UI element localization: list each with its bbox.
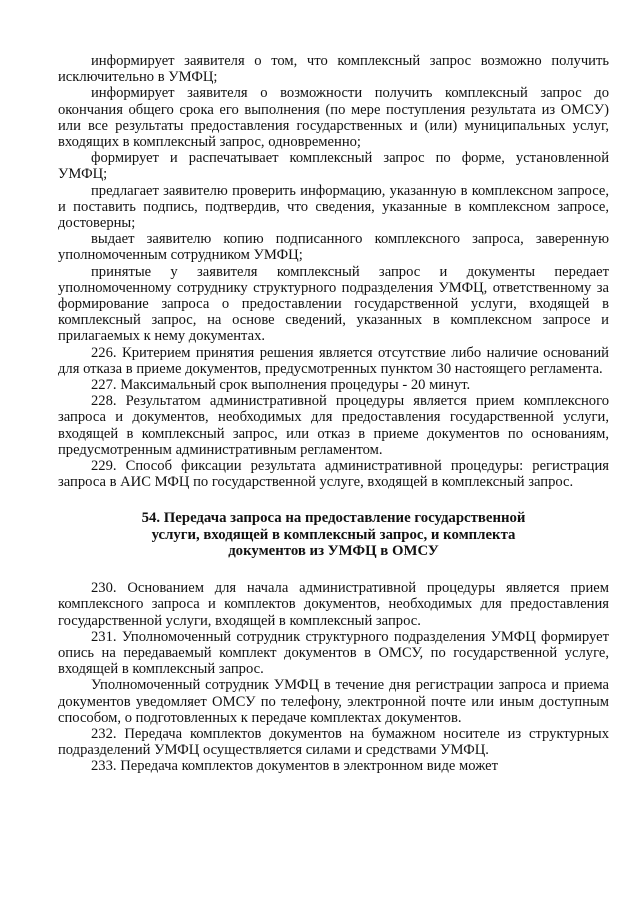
- section-heading-line: 54. Передача запроса на предоставление государственной: [141, 510, 526, 527]
- paragraph: 230. Основанием для начала административной процедуры является прием комплексного запроса и комплектов документов, необходимых для предоставления государственной услуги, входящей в комплексный запрос.: [58, 580, 609, 629]
- section-heading-line: документов из УМФЦ в ОМСУ: [228, 542, 439, 559]
- paragraph: 231. Уполномоченный сотрудник структурного подразделения УМФЦ формирует опись на передаваемый комплект документов в ОМСУ, по государственной услуге, входящей в комплексный запрос.: [58, 628, 609, 678]
- section-heading-line: услуги, входящей в комплексный запрос, и комплекта: [151, 526, 516, 543]
- paragraph: Уполномоченный сотрудник УМФЦ в течение дня регистрации запроса и приема документов уведомляет ОМСУ по телефону, электронной почте или иным доступным способом, о подготовленных к передаче комплектах документов.: [58, 677, 609, 726]
- paragraph: выдает заявителю копию подписанного комплексного запроса, заверенную уполномоченным сотрудником УМФЦ;: [58, 231, 609, 264]
- document-page: [58, 53, 609, 775]
- section-heading: [58, 510, 609, 559]
- paragraph: информирует заявителя о том, что комплексный запрос возможно получить исключительно в УМФЦ;: [58, 53, 609, 86]
- paragraph: формирует и распечатывает комплексный запрос по форме, установленной УМФЦ;: [58, 150, 609, 183]
- paragraph: 226. Критерием принятия решения является отсутствие либо наличие оснований для отказа в приеме документов, предусмотренных пунктом 30 настоящего регламента.: [58, 344, 609, 377]
- paragraph: предлагает заявителю проверить информацию, указанную в комплексном запросе, и поставить подпись, подтвердив, что сведения, указанные в комплексном запросе, достоверны;: [58, 182, 609, 232]
- paragraph: 227. Максимальный срок выполнения процедуры - 20 минут.: [91, 377, 471, 394]
- paragraph: 233. Передача комплектов документов в электронном виде может: [91, 758, 498, 775]
- paragraph: 229. Способ фиксации результата административной процедуры: регистрация запроса в АИС МФЦ по государственной услуге, входящей в комплексный запрос.: [58, 458, 609, 491]
- paragraph: информирует заявителя о возможности получить комплексный запрос до окончания общего срока его выполнения (по мере поступления результата из ОМСУ) или все результаты предоставления государственных и (или) муниципальных услуг, входящих в комплексный запрос, одновременно;: [58, 85, 609, 151]
- paragraph: 228. Результатом административной процедуры является прием комплексного запроса и документов, необходимых для предоставления государственной услуги, входящей в комплексный запрос, или отказ в приеме документов по основаниям, предусмотренным административным регламентом.: [58, 393, 609, 458]
- paragraph: 232. Передача комплектов документов на бумажном носителе из структурных подразделений УМФЦ осуществляется силами и средствами УМФЦ.: [58, 725, 609, 759]
- paragraph: принятые у заявителя комплексный запрос и документы передает уполномоченному сотруднику структурного подразделения УМФЦ, ответственному за формирование запроса о предоставлении государственной услуги, входящей в комплексный запрос, на основе сведений, указанных в комплексном запросе и прилагаемых к нему документах.: [58, 263, 609, 345]
